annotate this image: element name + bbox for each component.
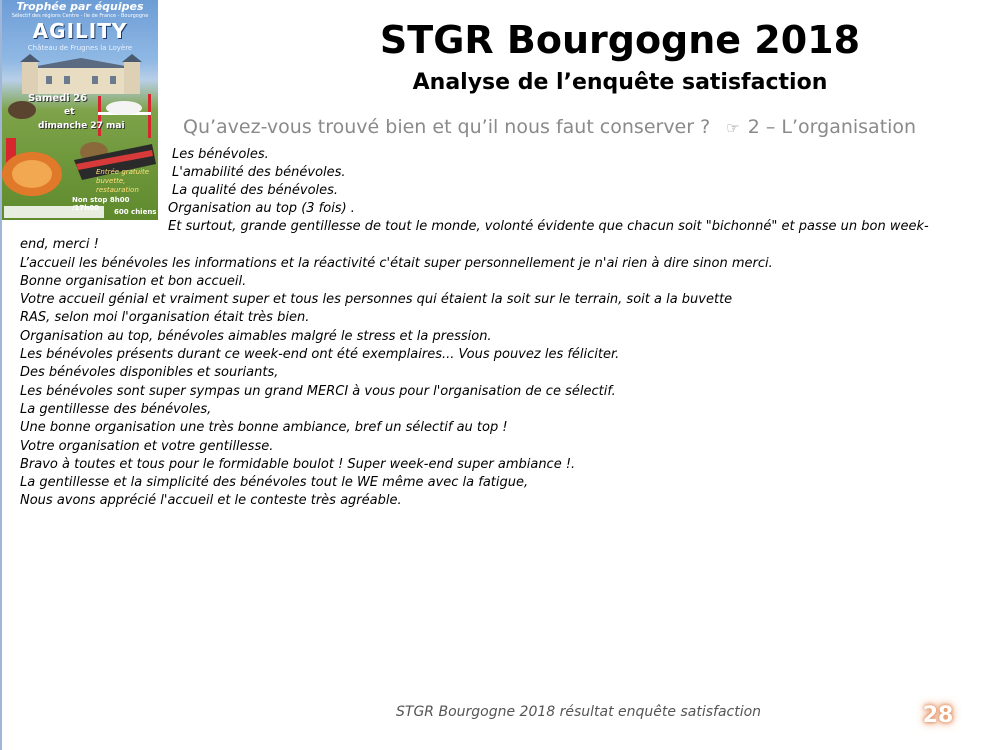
comment-item: Et surtout, grande gentillesse de tout le monde, volonté évidente que chacun soit "bichonné" et passe un bon week-end, merci ! bbox=[20, 219, 929, 252]
poster-event-name: AGILITY bbox=[32, 19, 128, 43]
question-text: Qu’avez-vous trouvé bien et qu’il nous faut conserver ? bbox=[183, 116, 711, 138]
pointing-hand-icon: ☞ bbox=[726, 119, 740, 137]
slide-subtitle: Analyse de l’enquête satisfaction bbox=[412, 70, 828, 95]
poster-dog-count: 600 chiens bbox=[114, 208, 157, 216]
comment-item: Organisation au top, bénévoles aimables malgré le stress et la pression. bbox=[20, 329, 492, 344]
poster-entry-info: Entrée gratuite buvette, restauration bbox=[96, 168, 150, 194]
comment-item: Bonne organisation et bon accueil. bbox=[20, 274, 247, 289]
comment-item: Bravo à toutes et tous pour le formidable boulot ! Super week-end super ambiance !. bbox=[20, 457, 576, 472]
comment-item: La qualité des bénévoles. bbox=[172, 183, 339, 198]
poster-venue: Château de Frugnes la Loyère bbox=[27, 44, 133, 52]
comment-item: Des bénévoles disponibles et souriants, bbox=[20, 365, 279, 380]
comment-item: Votre accueil génial et vraiment super et tous les personnes qui étaient la soit sur le terrain, soit a la buvette bbox=[20, 292, 733, 307]
slide-title: STGR Bourgogne 2018 bbox=[379, 18, 861, 62]
poster-date-saturday: Samedi 26 bbox=[28, 93, 88, 104]
page-number: 28 bbox=[922, 703, 954, 728]
comment-item: L’accueil les bénévoles les informations et la réactivité c'était super personnellement je n'ai rien à dire sinon merci. bbox=[20, 256, 773, 271]
comment-item: Nous avons apprécié l'accueil et le conteste très agréable. bbox=[20, 493, 402, 508]
poster-title: Trophée par équipes bbox=[16, 0, 144, 13]
comment-item: L'amabilité des bénévoles. bbox=[172, 165, 346, 180]
comment-item: La gentillesse des bénévoles, bbox=[20, 402, 212, 417]
question-section: 2 – L’organisation bbox=[747, 116, 917, 138]
comment-item: Une bonne organisation une très bonne ambiance, bref un sélectif au top ! bbox=[20, 420, 508, 435]
slide-footer: STGR Bourgogne 2018 résultat enquête satisfaction bbox=[396, 704, 762, 720]
comment-item: Les bénévoles. bbox=[172, 147, 269, 162]
comment-item: Votre organisation et votre gentillesse. bbox=[20, 439, 274, 454]
poster-hours: Non stop 8h00 /17h00 bbox=[72, 196, 130, 212]
poster-subtitle: Sélectif des régions Centre - Ile de France - Bourgogne bbox=[11, 13, 149, 19]
comment-item: RAS, selon moi l'organisation était très bien. bbox=[20, 310, 310, 325]
poster-date-sunday: dimanche 27 mai bbox=[38, 121, 125, 131]
comment-item: Organisation au top (3 fois) . bbox=[168, 201, 355, 216]
comment-item: La gentillesse et la simplicité des bénévoles tout le WE même avec la fatigue, bbox=[20, 475, 529, 490]
comment-item: Les bénévoles sont super sympas un grand MERCI à vous pour l'organisation de ce sélectif. bbox=[20, 384, 616, 399]
comment-item: Les bénévoles présents durant ce week-end ont été exemplaires... Vous pouvez les féliciter. bbox=[20, 347, 620, 362]
poster-date-and: et bbox=[64, 107, 75, 117]
